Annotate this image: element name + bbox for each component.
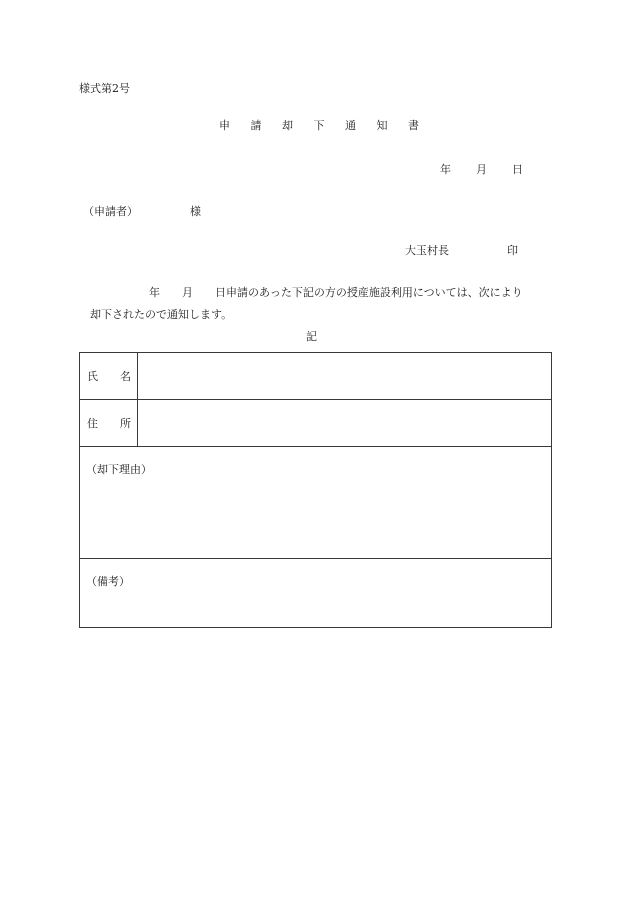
address-label-char1: 住	[87, 417, 98, 430]
date-month-label: 月	[476, 163, 487, 176]
body-text-line1	[149, 287, 523, 298]
address-label-char2: 所	[120, 417, 131, 430]
address-value-cell[interactable]	[138, 400, 552, 447]
address-label-cell	[80, 400, 138, 447]
applicant-label: （申請者）	[83, 205, 138, 218]
form-number: 様式第2号	[79, 82, 130, 95]
table-row-address	[80, 400, 552, 447]
table-row-remarks	[80, 559, 552, 628]
table-row-reason	[80, 447, 552, 559]
record-table	[79, 352, 552, 628]
ki-heading: 記	[306, 330, 317, 343]
name-label-char1: 氏	[87, 370, 98, 383]
table-row-name	[80, 353, 552, 400]
body-text-line2: 却下されたので通知します。	[90, 308, 233, 321]
issuer-name: 大玉村長	[405, 244, 449, 257]
remarks-label: （備考）	[86, 575, 130, 588]
date-day-label: 日	[512, 163, 523, 176]
body-year-label: 年	[149, 286, 160, 299]
date-line	[440, 164, 523, 175]
document-title: 申請却下通知書	[219, 119, 440, 132]
remarks-cell[interactable]	[80, 559, 552, 628]
date-year-label: 年	[440, 163, 451, 176]
body-month-label: 月	[182, 286, 193, 299]
reason-cell[interactable]	[80, 447, 552, 559]
body-text-rest: 日申請のあった下記の方の授産施設利用については、次により	[215, 286, 523, 299]
reason-label: （却下理由）	[86, 463, 152, 476]
name-value-cell[interactable]	[138, 353, 552, 400]
name-label-char2: 名	[120, 370, 131, 383]
name-label-cell	[80, 353, 138, 400]
applicant-line	[83, 206, 201, 217]
seal-mark: 印	[507, 244, 518, 257]
issuer-line	[405, 245, 518, 256]
applicant-honorific: 様	[190, 205, 201, 218]
